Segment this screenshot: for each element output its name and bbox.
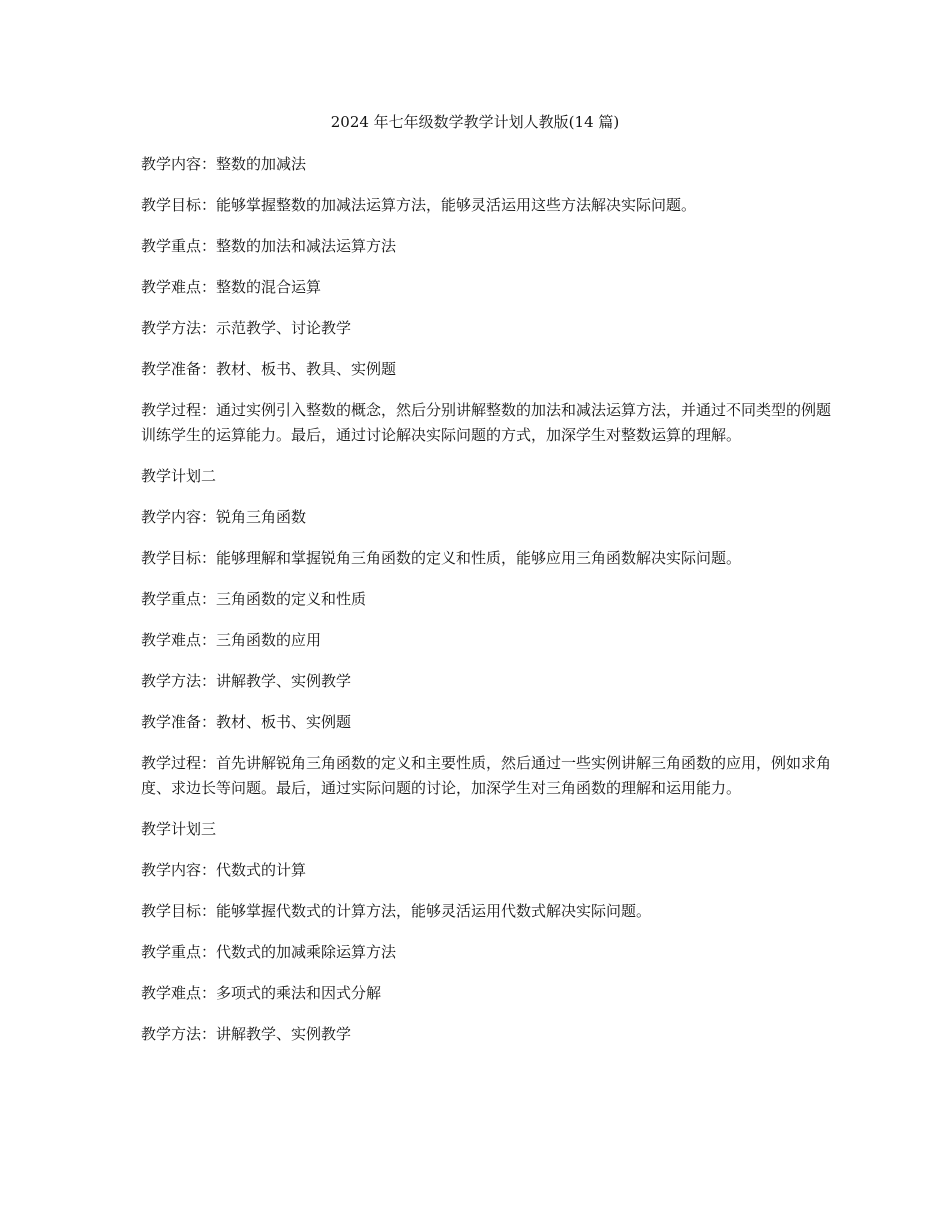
paragraph-content-2: 教学内容：锐角三角函数 <box>141 508 307 526</box>
paragraph-difficulty-2: 教学难点：三角函数的应用 <box>141 631 322 649</box>
paragraph-preparation-2: 教学准备：教材、板书、实例题 <box>141 713 352 731</box>
paragraph-objective-2: 教学目标：能够理解和掌握锐角三角函数的定义和性质，能够应用三角函数解决实际问题。 <box>141 549 742 567</box>
paragraph-method-1: 教学方法：示范教学、讨论教学 <box>141 319 352 337</box>
paragraph-method-3: 教学方法：讲解教学、实例教学 <box>141 1025 352 1043</box>
section-heading-plan-3: 教学计划三 <box>141 820 217 838</box>
paragraph-process-1: 教学过程：通过实例引入整数的概念，然后分别讲解整数的加法和减法运算方法，并通过不同类型的例题训练学生的运算能力。最后，通过讨论解决实际问题的方式，加深学生对整数运算的理解。 <box>141 401 832 444</box>
paragraph-content-1: 教学内容：整数的加减法 <box>141 155 307 173</box>
document-title: 2024 年七年级数学教学计划人教版(14 篇) <box>330 113 620 131</box>
section-heading-plan-2: 教学计划二 <box>141 467 217 485</box>
document-body <box>141 152 831 1063</box>
paragraph-focus-2: 教学重点：三角函数的定义和性质 <box>141 590 367 608</box>
paragraph-objective-3: 教学目标：能够掌握代数式的计算方法，能够灵活运用代数式解决实际问题。 <box>141 902 652 920</box>
paragraph-difficulty-1: 教学难点：整数的混合运算 <box>141 278 322 296</box>
paragraph-focus-1: 教学重点：整数的加法和减法运算方法 <box>141 237 397 255</box>
paragraph-preparation-1: 教学准备：教材、板书、教具、实例题 <box>141 360 397 378</box>
paragraph-difficulty-3: 教学难点：多项式的乘法和因式分解 <box>141 984 382 1002</box>
paragraph-content-3: 教学内容：代数式的计算 <box>141 861 307 879</box>
paragraph-objective-1: 教学目标：能够掌握整数的加减法运算方法，能够灵活运用这些方法解决实际问题。 <box>141 196 697 214</box>
paragraph-focus-3: 教学重点：代数式的加减乘除运算方法 <box>141 943 397 961</box>
paragraph-method-2: 教学方法：讲解教学、实例教学 <box>141 672 352 690</box>
paragraph-process-2: 教学过程：首先讲解锐角三角函数的定义和主要性质，然后通过一些实例讲解三角函数的应用，例如求角度、求边长等问题。最后，通过实际问题的讨论，加深学生对三角函数的理解和运用能力。 <box>141 754 832 797</box>
